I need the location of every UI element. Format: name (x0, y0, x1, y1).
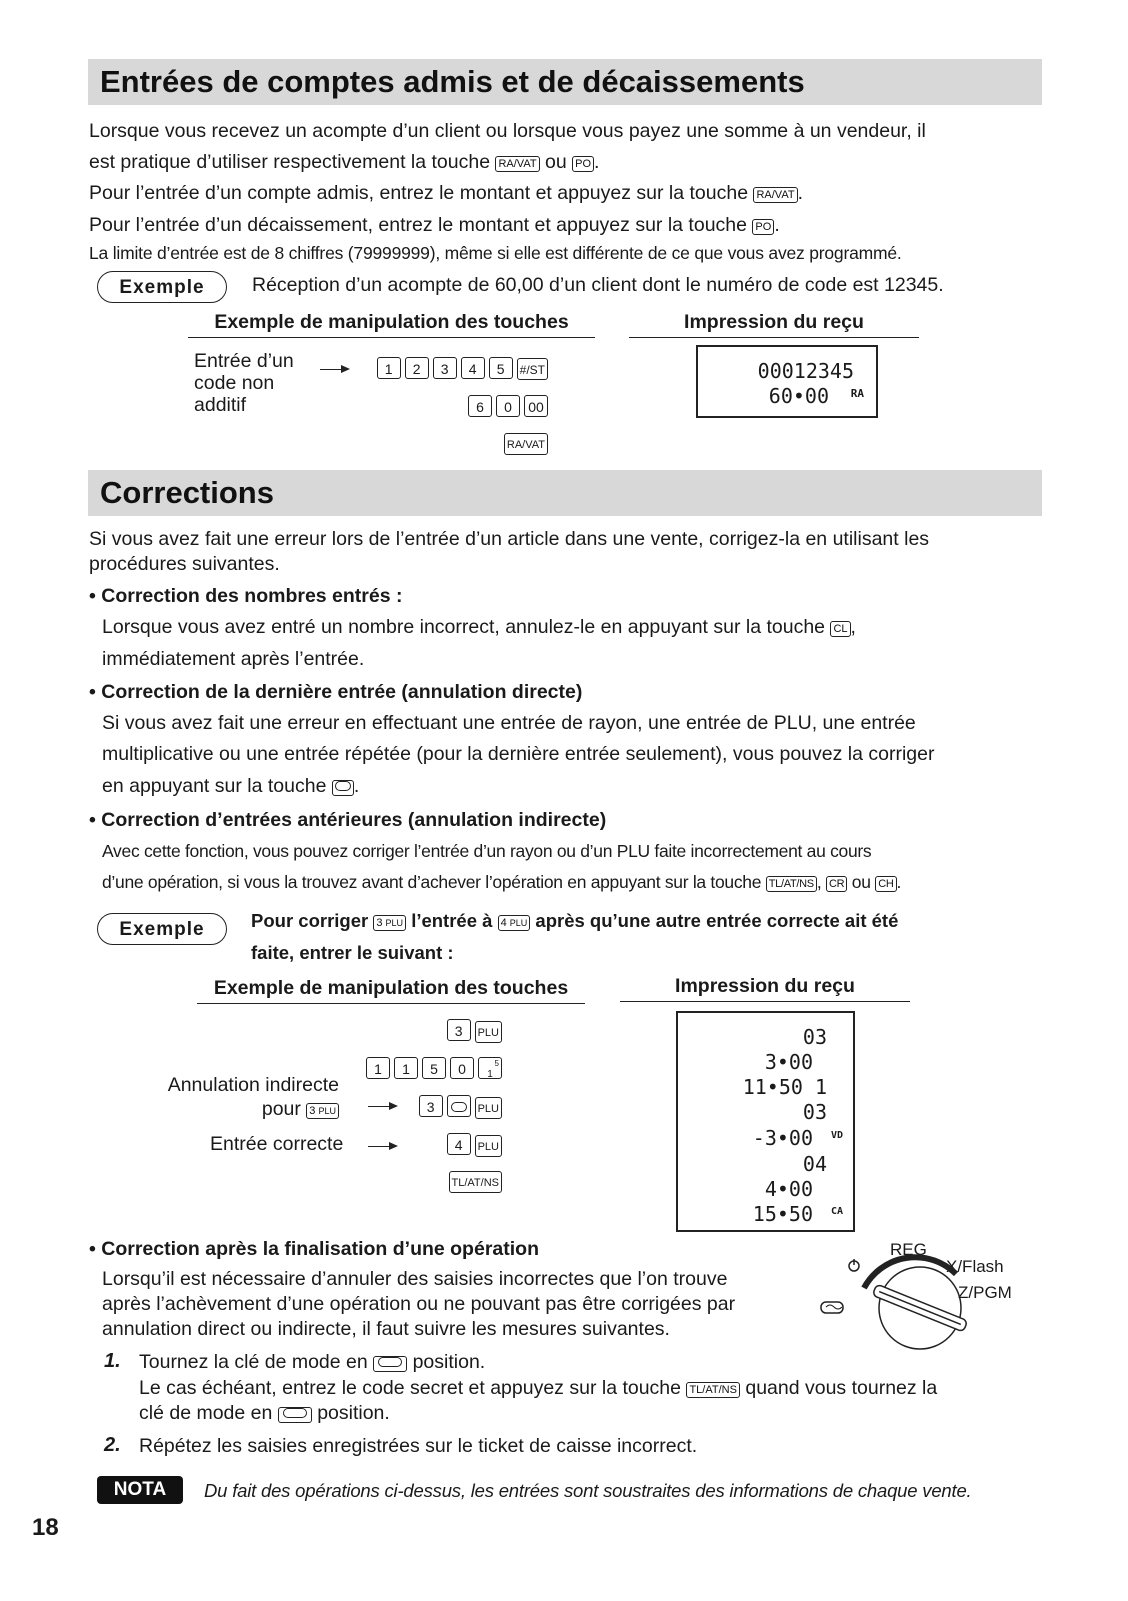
po-key: PO (752, 219, 774, 235)
key-3-plu: 3 PLU (306, 1103, 339, 1119)
key-4: 4 (461, 357, 485, 379)
key-sequence-row (373, 357, 548, 380)
step-text: clé de mode en position. (139, 1402, 390, 1424)
nota-text: Du fait des opérations ci-dessus, les entrées sont soustraites des informations de chaque vente. (204, 1480, 972, 1501)
cl-key: CL (830, 621, 850, 637)
receipt-printout: 00012345 60•00 RA (696, 345, 878, 418)
key-sequence-row (445, 1171, 502, 1193)
ra-vat-key: RA/VAT (495, 156, 539, 172)
annulation-label: Annulation indirecte pour 3 PLU (167, 1074, 339, 1120)
void-key (332, 780, 354, 796)
key-3: 3 PLU (373, 915, 406, 931)
paragraph: Pour l’entrée d’un compte admis, entrez le montant et appuyez sur la touche RA/VAT . (89, 182, 803, 204)
bullet-title: • Correction après la finalisation d’une opération (89, 1238, 539, 1260)
key-3: 3 (433, 357, 457, 379)
receipt-symbol: CA (830, 1206, 843, 1217)
page-number: 18 (32, 1514, 59, 1541)
section-header-receipts (88, 59, 1042, 105)
key-00: 00 (524, 395, 548, 417)
example-text: faite, entrer le suivant : (251, 942, 454, 963)
cr-key: CR (826, 876, 847, 892)
bullet-title: • Correction de la dernière entrée (annulation directe) (89, 681, 583, 703)
example-text: Réception d’un acompte de 60,00 d’un client dont le numéro de code est 12345. (252, 274, 944, 296)
paragraph: Pour l’entrée d’un décaissement, entrez le montant et appuyez sur la touche PO . (89, 214, 780, 236)
example-text: Pour corriger 3 PLU l’entrée à 4 PLU après qu’une autre entrée correcte ait été (251, 910, 899, 931)
ch-key: CH (875, 876, 896, 892)
void-mode-key (278, 1407, 312, 1423)
tl-at-ns-key: TL/AT/NS (766, 876, 817, 892)
step-text: Répétez les saisies enregistrées sur le ticket de caisse incorrect. (139, 1435, 698, 1457)
receipt-printout: 03 3•00 11•50 1 03 -3•00 VD 04 4•00 15•50 CA (676, 1011, 855, 1232)
key-5: 5 (489, 357, 513, 379)
example-badge: Exemple (97, 913, 227, 945)
entry-label: Entrée d’un code non additif (194, 350, 294, 416)
paragraph: d’une opération, si vous la trouvez avant d’achever l’opération en appuyant sur la touche TL/AT/NS , CR ou CH . (102, 872, 902, 892)
bullet-title: • Correction d’entrées antérieures (annulation indirecte) (89, 809, 607, 831)
paragraph: Si vous avez fait une erreur en effectuant une entrée de rayon, une entrée de PLU, une entrée (102, 712, 916, 734)
receipt-column-header: Impression du reçu (629, 311, 919, 338)
key-2: 2 (405, 357, 429, 379)
bullet-title: • Correction des nombres entrés : (89, 585, 403, 607)
paragraph: immédiatement après l’entrée. (102, 648, 365, 670)
key-0: 0 (496, 395, 520, 417)
key-6: 6 (468, 395, 492, 417)
void-icon (451, 1102, 467, 1112)
step-text: Tournez la clé de mode en position. (139, 1351, 486, 1373)
key-sequence-row (500, 433, 548, 455)
step-number: 2. (104, 1434, 121, 1456)
paragraph: procédures suivantes. (89, 553, 280, 575)
key-st: #/ST (517, 358, 548, 380)
arrow-icon (320, 369, 348, 370)
arrow-icon (368, 1106, 396, 1107)
key-1: 1 (377, 357, 401, 379)
receipt-symbol: VD (830, 1130, 843, 1141)
tl-at-ns-key: TL/AT/NS (686, 1382, 739, 1398)
void-mode-key (373, 1356, 407, 1372)
receipt-column-header: Impression du reçu (620, 975, 910, 1002)
paragraph: en appuyant sur la touche . (102, 775, 360, 797)
dial-icon (816, 1236, 1036, 1352)
keys-column-header: Exemple de manipulation des touches (188, 311, 595, 338)
section-header-corrections (88, 470, 1042, 516)
key-ra-vat: RA/VAT (504, 433, 548, 455)
correct-entry-label: Entrée correcte (210, 1133, 344, 1155)
void-icon (283, 1408, 307, 1418)
arrow-icon (368, 1146, 396, 1147)
step-text: Le cas échéant, entrez le code secret et appuyez sur la touche TL/AT/NS quand vous tournez la (139, 1377, 938, 1399)
example-badge: Exemple (97, 271, 227, 303)
section-title: Entrées de comptes admis et de décaissements (100, 64, 805, 99)
void-key (447, 1095, 471, 1117)
paragraph: est pratique d’utiliser respectivement la touche RA/VAT ou PO . (89, 151, 600, 173)
paragraph: Si vous avez fait une erreur lors de l’entrée d’un article dans une vente, corrigez-la en utilisant les (89, 528, 930, 550)
step-number: 1. (104, 1350, 121, 1372)
keys-column-header: Exemple de manipulation des touches (197, 977, 585, 1004)
mode-key-dial: REG X/Flash Z/PGM (816, 1236, 1036, 1352)
key-sequence-row: 1 1 5 0 $_1$ 5 (362, 1057, 502, 1079)
paragraph: Lorsqu’il est nécessaire d’annuler des saisies incorrectes que l’on trouve après l’achèvement d’une opération ou ne pouvant pas être corrigées par annulation direct ou indirecte, il faut suivre les mesures suivantes. (102, 1268, 736, 1340)
key-multiply: $_1$ 5 (478, 1057, 502, 1079)
key-tl-at-ns: TL/AT/NS (449, 1171, 502, 1193)
key-4: 4 PLU (498, 915, 531, 931)
void-icon (378, 1357, 402, 1367)
paragraph: multiplicative ou une entrée répétée (pour la dernière entrée seulement), vous pouvez la corriger (102, 743, 935, 765)
key-sequence-row: 4 PLU (443, 1133, 502, 1157)
key-sequence-row: 3 PLU (443, 1019, 502, 1043)
void-icon (335, 781, 351, 791)
paragraph: Lorsque vous recevez un acompte d’un client ou lorsque vous payez une somme à un vendeur, il (89, 120, 926, 142)
section-title: Corrections (100, 475, 274, 510)
nota-badge: NOTA (97, 1476, 183, 1504)
input-limit-note: La limite d’entrée est de 8 chiffres (79999999), même si elle est différente de ce que vous avez programmé. (89, 243, 902, 263)
key-sequence-row (464, 395, 548, 417)
paragraph: Avec cette fonction, vous pouvez corriger l’entrée d’un rayon ou d’un PLU faite incorrectement au cours (102, 841, 872, 861)
po-key: PO (572, 156, 594, 172)
paragraph: Lorsque vous avez entré un nombre incorrect, annulez-le en appuyant sur la touche CL , (102, 616, 856, 638)
receipt-symbol: RA (850, 387, 864, 400)
key-sequence-row: 3 PLU (415, 1095, 502, 1119)
ra-vat-key: RA/VAT (753, 187, 797, 203)
